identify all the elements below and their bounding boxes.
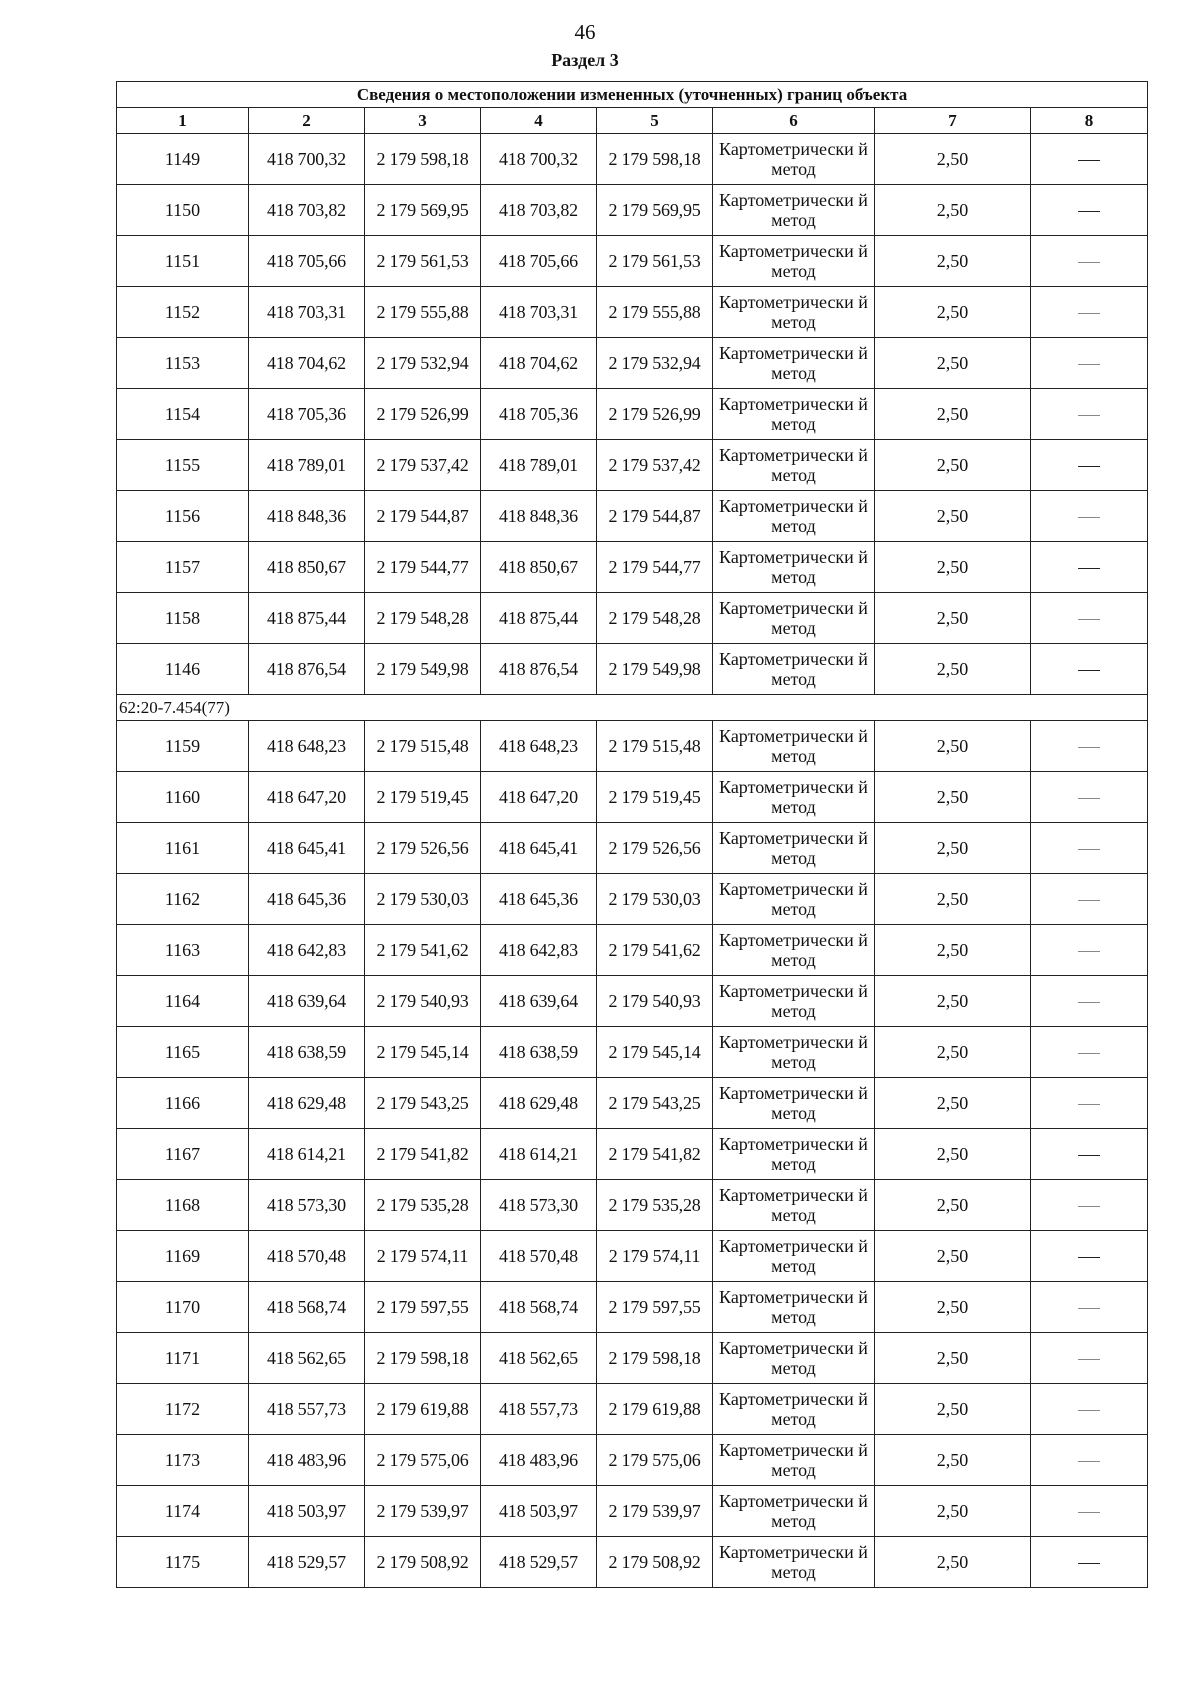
method-cell: Картометрически й метод (713, 1333, 875, 1384)
dash-mark (1078, 1002, 1100, 1003)
coord-x-refined: 418 639,64 (481, 976, 597, 1027)
point-number: 1171 (117, 1333, 249, 1384)
empty-cell (1031, 1129, 1148, 1180)
coord-x-existing: 418 789,01 (249, 440, 365, 491)
table-row (117, 1282, 1148, 1333)
coord-y-refined: 2 179 515,48 (597, 721, 713, 772)
precision-value: 2,50 (875, 593, 1031, 644)
dash-mark (1078, 466, 1100, 467)
empty-cell (1031, 1384, 1148, 1435)
empty-cell (1031, 1282, 1148, 1333)
coord-x-existing: 418 700,32 (249, 134, 365, 185)
precision-value: 2,50 (875, 491, 1031, 542)
dash-mark (1078, 1461, 1100, 1462)
dash-mark (1078, 798, 1100, 799)
coord-x-refined: 418 629,48 (481, 1078, 597, 1129)
coord-y-existing: 2 179 619,88 (365, 1384, 481, 1435)
coord-y-refined: 2 179 575,06 (597, 1435, 713, 1486)
coord-x-refined: 418 789,01 (481, 440, 597, 491)
coord-x-existing: 418 645,36 (249, 874, 365, 925)
precision-value: 2,50 (875, 823, 1031, 874)
precision-value: 2,50 (875, 1078, 1031, 1129)
dash-mark (1078, 1206, 1100, 1207)
table-row (117, 389, 1148, 440)
point-number: 1160 (117, 772, 249, 823)
table-row (117, 440, 1148, 491)
point-number: 1157 (117, 542, 249, 593)
coord-x-refined: 418 645,36 (481, 874, 597, 925)
point-number: 1149 (117, 134, 249, 185)
coord-y-existing: 2 179 526,56 (365, 823, 481, 874)
coord-x-existing: 418 629,48 (249, 1078, 365, 1129)
empty-cell (1031, 874, 1148, 925)
table-row (117, 1180, 1148, 1231)
coord-x-existing: 418 648,23 (249, 721, 365, 772)
point-number: 1146 (117, 644, 249, 695)
point-number: 1151 (117, 236, 249, 287)
table-row (117, 874, 1148, 925)
method-cell: Картометрически й метод (713, 1078, 875, 1129)
method-cell: Картометрически й метод (713, 389, 875, 440)
point-number: 1166 (117, 1078, 249, 1129)
coord-y-existing: 2 179 555,88 (365, 287, 481, 338)
dash-mark (1078, 1257, 1100, 1258)
table-body (117, 82, 1148, 1588)
empty-cell (1031, 721, 1148, 772)
table-caption-row (117, 82, 1148, 108)
coord-y-existing: 2 179 549,98 (365, 644, 481, 695)
precision-value: 2,50 (875, 1282, 1031, 1333)
method-cell: Картометрически й метод (713, 644, 875, 695)
dash-mark (1078, 313, 1100, 314)
coord-x-existing: 418 614,21 (249, 1129, 365, 1180)
empty-cell (1031, 236, 1148, 287)
column-header: 5 (597, 108, 713, 134)
column-header: 1 (117, 108, 249, 134)
method-cell: Картометрически й метод (713, 185, 875, 236)
coordinates-table (116, 81, 1148, 1588)
coord-y-refined: 2 179 569,95 (597, 185, 713, 236)
dash-mark (1078, 1410, 1100, 1411)
coord-x-existing: 418 568,74 (249, 1282, 365, 1333)
precision-value: 2,50 (875, 1231, 1031, 1282)
column-header: 2 (249, 108, 365, 134)
empty-cell (1031, 1231, 1148, 1282)
table-row (117, 1384, 1148, 1435)
coord-x-refined: 418 850,67 (481, 542, 597, 593)
coord-x-existing: 418 483,96 (249, 1435, 365, 1486)
empty-cell (1031, 772, 1148, 823)
coord-y-existing: 2 179 575,06 (365, 1435, 481, 1486)
precision-value: 2,50 (875, 721, 1031, 772)
point-number: 1165 (117, 1027, 249, 1078)
coord-y-refined: 2 179 543,25 (597, 1078, 713, 1129)
point-number: 1168 (117, 1180, 249, 1231)
coord-y-existing: 2 179 515,48 (365, 721, 481, 772)
precision-value: 2,50 (875, 338, 1031, 389)
coord-y-refined: 2 179 545,14 (597, 1027, 713, 1078)
empty-cell (1031, 1078, 1148, 1129)
point-number: 1155 (117, 440, 249, 491)
method-cell: Картометрически й метод (713, 440, 875, 491)
coord-y-refined: 2 179 540,93 (597, 976, 713, 1027)
coord-x-refined: 418 645,41 (481, 823, 597, 874)
dash-mark (1078, 1053, 1100, 1054)
coord-y-refined: 2 179 532,94 (597, 338, 713, 389)
coord-x-refined: 418 700,32 (481, 134, 597, 185)
coord-y-existing: 2 179 598,18 (365, 134, 481, 185)
table-row (117, 772, 1148, 823)
coord-x-refined: 418 568,74 (481, 1282, 597, 1333)
coord-y-refined: 2 179 544,77 (597, 542, 713, 593)
coord-y-refined: 2 179 598,18 (597, 1333, 713, 1384)
dash-mark (1078, 160, 1100, 161)
coord-x-refined: 418 573,30 (481, 1180, 597, 1231)
table-row (117, 976, 1148, 1027)
coord-y-refined: 2 179 619,88 (597, 1384, 713, 1435)
method-cell: Картометрически й метод (713, 1384, 875, 1435)
coord-x-refined: 418 875,44 (481, 593, 597, 644)
coord-y-refined: 2 179 535,28 (597, 1180, 713, 1231)
coord-x-refined: 418 705,66 (481, 236, 597, 287)
empty-cell (1031, 976, 1148, 1027)
coord-y-existing: 2 179 544,77 (365, 542, 481, 593)
point-number: 1167 (117, 1129, 249, 1180)
method-cell: Картометрически й метод (713, 721, 875, 772)
coord-x-existing: 418 642,83 (249, 925, 365, 976)
column-header: 8 (1031, 108, 1148, 134)
table-row (117, 236, 1148, 287)
coord-y-refined: 2 179 526,99 (597, 389, 713, 440)
coord-x-refined: 418 642,83 (481, 925, 597, 976)
coord-x-existing: 418 705,36 (249, 389, 365, 440)
coord-y-existing: 2 179 544,87 (365, 491, 481, 542)
point-number: 1161 (117, 823, 249, 874)
precision-value: 2,50 (875, 389, 1031, 440)
group-row (117, 695, 1148, 721)
precision-value: 2,50 (875, 134, 1031, 185)
table-row (117, 491, 1148, 542)
dash-mark (1078, 619, 1100, 620)
coord-y-existing: 2 179 535,28 (365, 1180, 481, 1231)
table-row (117, 185, 1148, 236)
coord-y-existing: 2 179 545,14 (365, 1027, 481, 1078)
precision-value: 2,50 (875, 185, 1031, 236)
empty-cell (1031, 338, 1148, 389)
section-title: Раздел 3 (551, 50, 619, 70)
coord-x-existing: 418 850,67 (249, 542, 365, 593)
coord-x-refined: 418 704,62 (481, 338, 597, 389)
method-cell: Картометрически й метод (713, 236, 875, 287)
point-number: 1159 (117, 721, 249, 772)
coord-y-refined: 2 179 519,45 (597, 772, 713, 823)
precision-value: 2,50 (875, 1027, 1031, 1078)
precision-value: 2,50 (875, 874, 1031, 925)
coord-y-refined: 2 179 537,42 (597, 440, 713, 491)
empty-cell (1031, 1435, 1148, 1486)
table-row (117, 1231, 1148, 1282)
coord-y-refined: 2 179 561,53 (597, 236, 713, 287)
column-header: 3 (365, 108, 481, 134)
dash-mark (1078, 1512, 1100, 1513)
coord-x-refined: 418 562,65 (481, 1333, 597, 1384)
coord-y-existing: 2 179 569,95 (365, 185, 481, 236)
coord-y-existing: 2 179 574,11 (365, 1231, 481, 1282)
dash-mark (1078, 849, 1100, 850)
point-number: 1150 (117, 185, 249, 236)
point-number: 1158 (117, 593, 249, 644)
dash-mark (1078, 568, 1100, 569)
point-number: 1152 (117, 287, 249, 338)
coord-x-refined: 418 483,96 (481, 1435, 597, 1486)
coord-y-existing: 2 179 537,42 (365, 440, 481, 491)
coord-y-existing: 2 179 530,03 (365, 874, 481, 925)
coord-x-existing: 418 573,30 (249, 1180, 365, 1231)
coord-x-existing: 418 705,66 (249, 236, 365, 287)
dash-mark (1078, 747, 1100, 748)
method-cell: Картометрически й метод (713, 338, 875, 389)
empty-cell (1031, 644, 1148, 695)
coord-y-refined: 2 179 555,88 (597, 287, 713, 338)
precision-value: 2,50 (875, 542, 1031, 593)
table-row (117, 925, 1148, 976)
dash-mark (1078, 1563, 1100, 1564)
coord-x-refined: 418 503,97 (481, 1486, 597, 1537)
coord-y-refined: 2 179 539,97 (597, 1486, 713, 1537)
point-number: 1172 (117, 1384, 249, 1435)
point-number: 1162 (117, 874, 249, 925)
empty-cell (1031, 593, 1148, 644)
table-row (117, 644, 1148, 695)
point-number: 1169 (117, 1231, 249, 1282)
coord-x-existing: 418 875,44 (249, 593, 365, 644)
coord-y-refined: 2 179 597,55 (597, 1282, 713, 1333)
coord-x-refined: 418 570,48 (481, 1231, 597, 1282)
coord-x-existing: 418 503,97 (249, 1486, 365, 1537)
table-row (117, 721, 1148, 772)
coord-y-existing: 2 179 540,93 (365, 976, 481, 1027)
table-row (117, 1027, 1148, 1078)
coord-y-existing: 2 179 532,94 (365, 338, 481, 389)
coord-y-existing: 2 179 541,82 (365, 1129, 481, 1180)
precision-value: 2,50 (875, 772, 1031, 823)
coord-y-refined: 2 179 549,98 (597, 644, 713, 695)
method-cell: Картометрически й метод (713, 593, 875, 644)
table-row (117, 542, 1148, 593)
coord-x-refined: 418 876,54 (481, 644, 597, 695)
coord-y-existing: 2 179 508,92 (365, 1537, 481, 1588)
dash-mark (1078, 1155, 1100, 1156)
method-cell: Картометрически й метод (713, 1486, 875, 1537)
table-row (117, 1486, 1148, 1537)
empty-cell (1031, 185, 1148, 236)
coord-x-existing: 418 703,82 (249, 185, 365, 236)
group-label: 62:20-7.454(77) (117, 695, 1148, 721)
coord-x-refined: 418 705,36 (481, 389, 597, 440)
method-cell: Картометрически й метод (713, 542, 875, 593)
dash-mark (1078, 900, 1100, 901)
coord-x-refined: 418 647,20 (481, 772, 597, 823)
point-number: 1174 (117, 1486, 249, 1537)
dash-mark (1078, 670, 1100, 671)
coord-y-existing: 2 179 543,25 (365, 1078, 481, 1129)
empty-cell (1031, 542, 1148, 593)
coord-x-existing: 418 639,64 (249, 976, 365, 1027)
coord-x-refined: 418 557,73 (481, 1384, 597, 1435)
method-cell: Картометрически й метод (713, 134, 875, 185)
table-row (117, 134, 1148, 185)
empty-cell (1031, 440, 1148, 491)
method-cell: Картометрически й метод (713, 976, 875, 1027)
coord-y-existing: 2 179 526,99 (365, 389, 481, 440)
coord-y-existing: 2 179 548,28 (365, 593, 481, 644)
coord-y-existing: 2 179 539,97 (365, 1486, 481, 1537)
coord-y-existing: 2 179 519,45 (365, 772, 481, 823)
point-number: 1170 (117, 1282, 249, 1333)
method-cell: Картометрически й метод (713, 491, 875, 542)
dash-mark (1078, 1359, 1100, 1360)
coord-y-refined: 2 179 541,82 (597, 1129, 713, 1180)
table-row (117, 1435, 1148, 1486)
page-number: 46 (574, 20, 596, 44)
coord-y-refined: 2 179 574,11 (597, 1231, 713, 1282)
dash-mark (1078, 517, 1100, 518)
method-cell: Картометрически й метод (713, 1435, 875, 1486)
method-cell: Картометрически й метод (713, 1282, 875, 1333)
coord-y-refined: 2 179 544,87 (597, 491, 713, 542)
point-number: 1164 (117, 976, 249, 1027)
coord-y-refined: 2 179 541,62 (597, 925, 713, 976)
precision-value: 2,50 (875, 1537, 1031, 1588)
coord-x-existing: 418 703,31 (249, 287, 365, 338)
empty-cell (1031, 389, 1148, 440)
coord-x-existing: 418 848,36 (249, 491, 365, 542)
coord-x-existing: 418 647,20 (249, 772, 365, 823)
precision-value: 2,50 (875, 236, 1031, 287)
empty-cell (1031, 491, 1148, 542)
empty-cell (1031, 1486, 1148, 1537)
coord-y-refined: 2 179 598,18 (597, 134, 713, 185)
table-row (117, 823, 1148, 874)
coord-y-refined: 2 179 526,56 (597, 823, 713, 874)
precision-value: 2,50 (875, 925, 1031, 976)
empty-cell (1031, 925, 1148, 976)
point-number: 1153 (117, 338, 249, 389)
empty-cell (1031, 134, 1148, 185)
precision-value: 2,50 (875, 1384, 1031, 1435)
coord-y-existing: 2 179 597,55 (365, 1282, 481, 1333)
method-cell: Картометрически й метод (713, 1180, 875, 1231)
dash-mark (1078, 262, 1100, 263)
coord-x-existing: 418 562,65 (249, 1333, 365, 1384)
method-cell: Картометрически й метод (713, 1231, 875, 1282)
empty-cell (1031, 1180, 1148, 1231)
dash-mark (1078, 211, 1100, 212)
table-row (117, 338, 1148, 389)
column-header: 6 (713, 108, 875, 134)
method-cell: Картометрически й метод (713, 287, 875, 338)
precision-value: 2,50 (875, 644, 1031, 695)
method-cell: Картометрически й метод (713, 925, 875, 976)
coord-x-refined: 418 529,57 (481, 1537, 597, 1588)
precision-value: 2,50 (875, 1180, 1031, 1231)
empty-cell (1031, 287, 1148, 338)
empty-cell (1031, 823, 1148, 874)
dash-mark (1078, 1104, 1100, 1105)
coord-x-existing: 418 645,41 (249, 823, 365, 874)
dash-mark (1078, 415, 1100, 416)
empty-cell (1031, 1333, 1148, 1384)
precision-value: 2,50 (875, 1435, 1031, 1486)
point-number: 1175 (117, 1537, 249, 1588)
precision-value: 2,50 (875, 440, 1031, 491)
coord-y-refined: 2 179 508,92 (597, 1537, 713, 1588)
precision-value: 2,50 (875, 1333, 1031, 1384)
coord-x-existing: 418 876,54 (249, 644, 365, 695)
precision-value: 2,50 (875, 1129, 1031, 1180)
method-cell: Картометрически й метод (713, 874, 875, 925)
dash-mark (1078, 951, 1100, 952)
point-number: 1173 (117, 1435, 249, 1486)
precision-value: 2,50 (875, 1486, 1031, 1537)
table-row (117, 1333, 1148, 1384)
method-cell: Картометрически й метод (713, 772, 875, 823)
point-number: 1154 (117, 389, 249, 440)
table-row (117, 287, 1148, 338)
table-row (117, 1078, 1148, 1129)
method-cell: Картометрически й метод (713, 1537, 875, 1588)
coord-y-existing: 2 179 541,62 (365, 925, 481, 976)
table-caption: Сведения о местоположении измененных (уточненных) границ объекта (117, 82, 1148, 108)
coord-y-existing: 2 179 561,53 (365, 236, 481, 287)
dash-mark (1078, 364, 1100, 365)
empty-cell (1031, 1027, 1148, 1078)
coord-x-refined: 418 638,59 (481, 1027, 597, 1078)
table-row (117, 1537, 1148, 1588)
method-cell: Картометрически й метод (713, 823, 875, 874)
coord-y-refined: 2 179 530,03 (597, 874, 713, 925)
coord-x-refined: 418 648,23 (481, 721, 597, 772)
coord-y-existing: 2 179 598,18 (365, 1333, 481, 1384)
table-row (117, 593, 1148, 644)
column-header: 4 (481, 108, 597, 134)
method-cell: Картометрически й метод (713, 1129, 875, 1180)
table-header-row (117, 108, 1148, 134)
precision-value: 2,50 (875, 976, 1031, 1027)
coord-y-refined: 2 179 548,28 (597, 593, 713, 644)
column-header: 7 (875, 108, 1031, 134)
coord-x-refined: 418 703,31 (481, 287, 597, 338)
precision-value: 2,50 (875, 287, 1031, 338)
coord-x-existing: 418 570,48 (249, 1231, 365, 1282)
table-row (117, 1129, 1148, 1180)
coord-x-existing: 418 704,62 (249, 338, 365, 389)
point-number: 1163 (117, 925, 249, 976)
dash-mark (1078, 1308, 1100, 1309)
coord-x-existing: 418 557,73 (249, 1384, 365, 1435)
coord-x-refined: 418 848,36 (481, 491, 597, 542)
coord-x-existing: 418 638,59 (249, 1027, 365, 1078)
method-cell: Картометрически й метод (713, 1027, 875, 1078)
empty-cell (1031, 1537, 1148, 1588)
point-number: 1156 (117, 491, 249, 542)
coord-x-refined: 418 614,21 (481, 1129, 597, 1180)
coord-x-refined: 418 703,82 (481, 185, 597, 236)
coord-x-existing: 418 529,57 (249, 1537, 365, 1588)
